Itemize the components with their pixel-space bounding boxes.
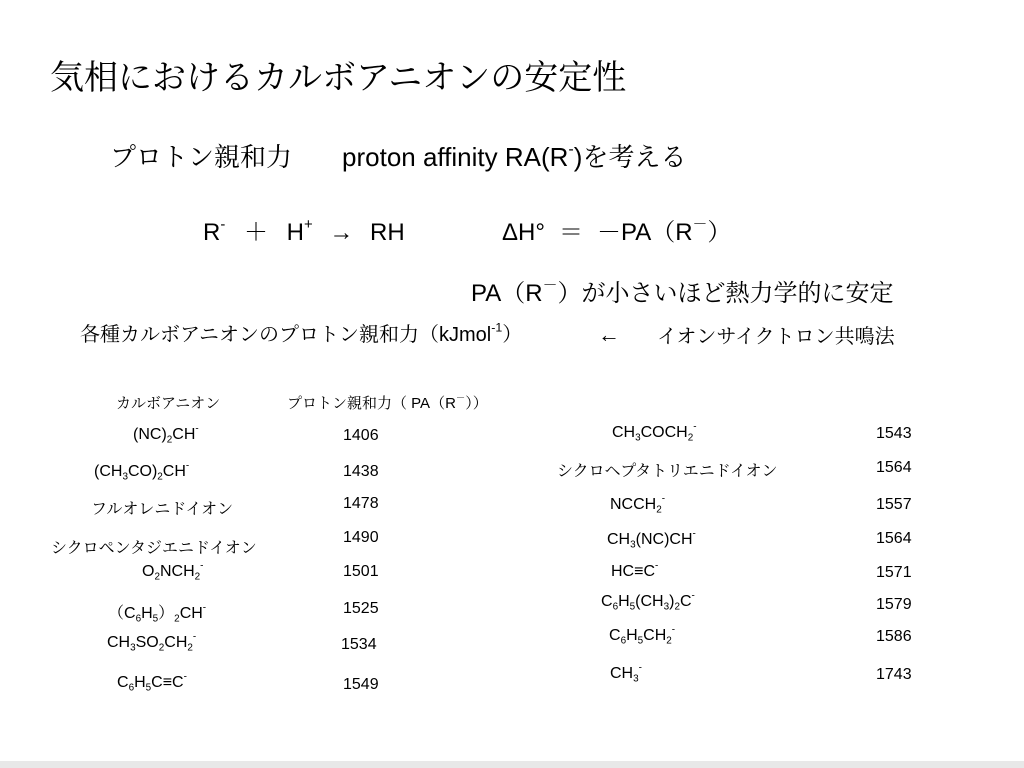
subtitle-en-tail: )を考える [573, 142, 687, 172]
stability-post: ）が小さいほど熱力学的に安定 [557, 280, 894, 307]
column-header-pa-text: プロトン親和力（ PA（R [287, 395, 456, 412]
anion-name: $CH_3^-$ [610, 662, 642, 685]
unit-exponent: -1 [491, 320, 503, 335]
pa-value: 1743 [876, 666, 912, 683]
anion-name: $CH_3(NC)CH^-$ [607, 528, 696, 551]
pa-value: 1525 [343, 600, 379, 617]
pa-value: 1549 [343, 676, 379, 693]
anion-name: $(NC)_2CH^-$ [133, 423, 199, 446]
anion-name: $NCCH_2^-$ [610, 493, 666, 516]
anion-name: $O_2NCH_2^-$ [142, 560, 204, 583]
enthalpy-charge: － [692, 216, 708, 233]
subtitle-en-text: proton affinity RA(R [342, 142, 569, 172]
eq-r: R [203, 219, 221, 246]
anion-name: シクロペンタジエニドイオン [51, 540, 257, 557]
subtitle-en [342, 139, 687, 172]
column-header-anion: カルボアニオン [116, 395, 221, 412]
pa-value: 1501 [343, 563, 379, 580]
column-header-pa-charge: － [455, 393, 466, 404]
left-arrow-icon: ← [598, 322, 620, 347]
eq-product: RH [370, 219, 405, 246]
pa-value: 1543 [876, 425, 912, 442]
eq-r-charge: - [220, 216, 226, 233]
anion-name: $C_6H_5CH_2^-$ [609, 624, 676, 647]
pa-value: 1534 [341, 636, 377, 653]
anion-name: フルオレニドイオン [91, 501, 234, 518]
stability-pre: PA（R [471, 280, 543, 307]
pa-value: 1564 [876, 530, 912, 547]
anion-name: $(CH_3CO)_2CH^-$ [94, 460, 190, 483]
column-header-pa [287, 392, 488, 413]
charge-sup: - [568, 139, 574, 158]
pa-value: 1478 [343, 495, 379, 512]
enthalpy-rhs: －PA（R [596, 219, 693, 246]
pa-value: 1406 [343, 427, 379, 444]
page-title: 気相におけるカルボアニオンの安定性 [50, 59, 627, 97]
subtitle [110, 137, 686, 174]
anion-name: HC≡C- [611, 560, 659, 580]
eq-arrow: → [329, 219, 354, 246]
pa-value: 1438 [343, 463, 379, 480]
enthalpy-equals: ＝ [558, 219, 583, 246]
pa-value: 1586 [876, 628, 912, 645]
anion-name: $C_6H_5C\equiv C^-$ [117, 671, 187, 694]
stability-charge: － [542, 277, 558, 294]
pa-value: 1564 [876, 459, 912, 476]
pa-value: 1490 [343, 529, 379, 546]
method-label: イオンサイクトロン共鳴法 [657, 326, 895, 348]
eq-h-charge: + [304, 216, 313, 233]
list-heading-close: ） [502, 324, 523, 346]
eq-plus: ＋ [243, 219, 268, 246]
subtitle-jp: プロトン親和力 [110, 142, 293, 172]
pa-value: 1579 [876, 596, 912, 613]
footer-divider [0, 761, 1024, 768]
anion-name: シクロヘプタトリエニドイオン [557, 463, 778, 480]
stability-note [471, 273, 893, 308]
pa-value: 1557 [876, 496, 912, 513]
anion-name: $C_6H_5(CH_3)_2C^-$ [601, 590, 695, 613]
eq-h: H [286, 219, 304, 246]
list-heading-text: 各種カルボアニオンのプロトン親和力（kJmol [80, 324, 492, 346]
protonation-equation [203, 212, 405, 247]
column-header-pa-close: ）） [465, 395, 488, 412]
anion-name: $CH_3SO_2CH_2^-$ [107, 631, 197, 654]
enthalpy-equation [502, 212, 731, 247]
anion-name: $(C_6H_5)_2CH^-$ [108, 602, 207, 625]
anion-name: $CH_3COCH_2^-$ [612, 421, 697, 444]
enthalpy-lhs: ΔH° [502, 219, 545, 246]
enthalpy-rhs-close: ） [707, 219, 732, 246]
pa-value: 1571 [876, 564, 912, 581]
list-heading [80, 318, 522, 347]
